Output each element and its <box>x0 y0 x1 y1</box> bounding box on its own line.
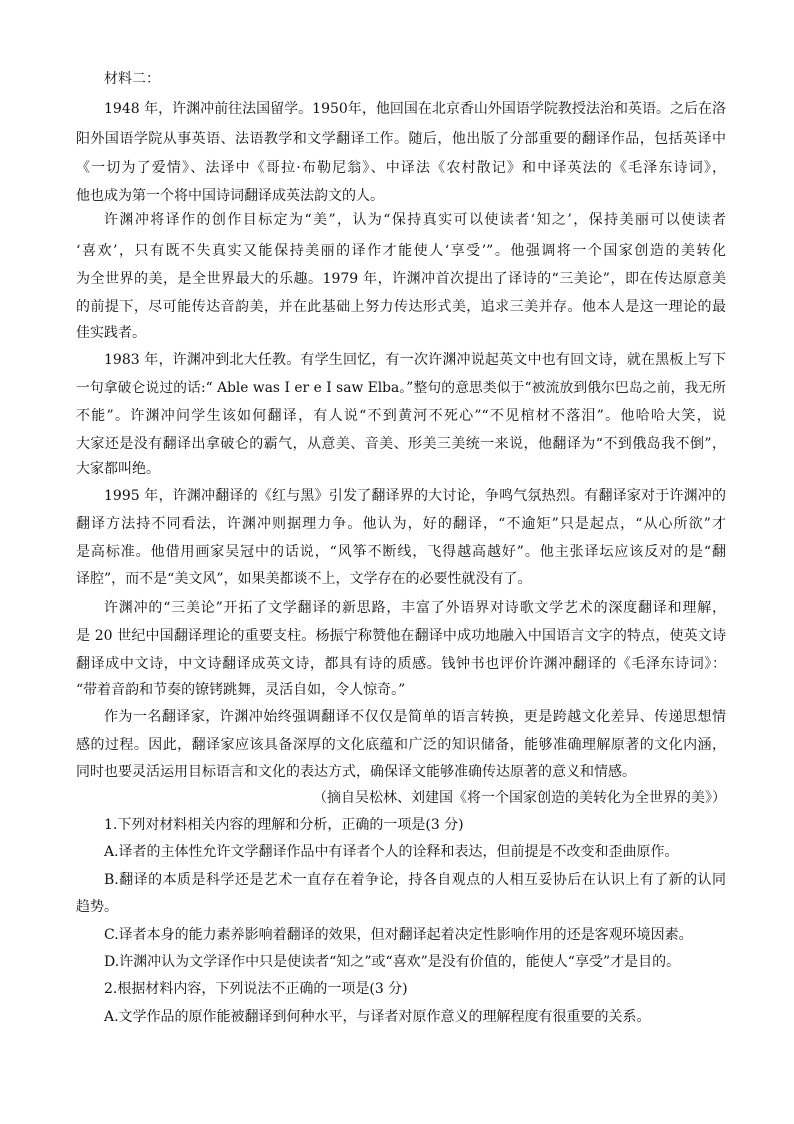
paragraph-line: 《一切为了爱情》、法译中《哥拉·布勒尼翁》、中译法《农村散记》和中译英法的《毛泽东诗词》， <box>76 160 726 176</box>
paragraph-line: 的前提下，尽可能传达音韵美，并在此基础上努力传达形式美，追求三美并存。他本人是这一理论的最 <box>76 299 726 315</box>
paragraph-line: “带着音韵和节奏的镣铐跳舞，灵活自如，令人惊奇。” <box>76 682 406 698</box>
paragraph-line: 1995 年，许渊冲翻译的《红与黑》引发了翻译界的大讨论，争鸣气氛热烈。有翻译家对于许渊冲的 <box>104 488 726 504</box>
material-heading: 材料二： <box>104 71 160 87</box>
source-citation: （摘自吴松林、刘建国《将一个国家创造的美转化为全世界的美》） <box>313 790 726 806</box>
paragraph-line: 大家都叫绝。 <box>76 461 160 477</box>
paragraph-line: 同时也要灵活运用目标语言和文化的表达方式，确保译文能够准确传达原著的意义和情感。 <box>76 764 636 780</box>
question-2-option-a: A.文学作品的原作能被翻译到何种水平，与译者对原作意义的理解程度有很重要的关系。 <box>104 1009 651 1025</box>
paragraph-line: 为全世界的美，是全世界最大的乐趣。1979 年，许渊冲首次提出了译诗的“三美论”，即在传达原意美 <box>76 271 726 287</box>
paragraph-line: 大家还是没有翻译出拿破仑的霸气，从意美、音美、形美三美统一来说，他翻译为“不到俄岛我不倒”， <box>76 436 726 452</box>
paragraph-line: 翻译成中文诗，中文诗翻译成英文诗，都具有诗的质感。钱钟书也评价许渊冲翻译的《毛泽东诗词》： <box>76 656 726 672</box>
question-1-stem: 1.下列对材料相关内容的理解和分析，正确的一项是(3 分) <box>104 817 464 833</box>
question-1-option-c: C.译者本身的能力素养影响着翻译的效果，但对翻译起着决定性影响作用的还是客观环境因素。 <box>104 927 693 943</box>
paragraph-line: 作为一名翻译家，许渊冲始终强调翻译不仅仅是简单的语言转换，更是跨越文化差异、传递思想情 <box>104 709 726 725</box>
paragraph-line: 许渊冲将译作的创作目标定为“美”，认为“保持真实可以使读者‘知之’，保持美丽可以使读者 <box>104 212 726 228</box>
question-2-stem: 2.根据材料内容，下列说法不正确的一项是(3 分) <box>104 981 408 997</box>
paragraph-line: 他也成为第一个将中国诗词翻译成英法韵文的人。 <box>76 188 384 204</box>
question-1-option-d: D.许渊冲认为文学译作中只是使读者“知之”或“喜欢”是没有价值的，能使人“享受”才是目的。 <box>104 954 681 970</box>
paragraph-line: ‘喜欢’，只有既不失真实又能保持美丽的译作才能使人‘享受’”。他强调将一个国家创造的美转化 <box>76 243 726 259</box>
paragraph-line: 是高标准。他借用画家吴冠中的话说，“风筝不断线，飞得越高越好”。他主张译坛应该反对的是“翻 <box>76 544 726 560</box>
paragraph-line: 许渊冲的“三美论”开拓了文学翻译的新思路，丰富了外语界对诗歌文学艺术的深度翻译和理解， <box>104 600 726 616</box>
question-1-option-b: B.翻译的本质是科学还是艺术一直存在着争论，持各自观点的人相互妥协后在认识上有了新的认同 <box>104 872 726 888</box>
paragraph-line: 佳实践者。 <box>76 325 146 341</box>
paragraph-line: 感的过程。因此，翻译家应该具备深厚的文化底蕴和广泛的知识储备，能够准确理解原著的文化内涵， <box>76 737 726 753</box>
paragraph-line: 是 20 世纪中国翻译理论的重要支柱。杨振宁称赞他在翻译中成功地融入中国语言文字的特点，使英文诗 <box>76 628 726 644</box>
paragraph-line: 翻译方法持不同看法，许渊冲则据理力争。他认为，好的翻译，“不逾矩”只是起点，“从心所欲”才 <box>76 516 726 532</box>
paragraph-line: 不能”。许渊冲问学生该如何翻译，有人说“不到黄河不死心”“不见棺材不落泪”。他哈哈大笑，说 <box>76 408 726 424</box>
paragraph-line: 阳外国语学院从事英语、法语教学和文学翻译工作。随后，他出版了分部重要的翻译作品，包括英译中 <box>76 131 726 147</box>
question-1-option-a: A.译者的主体性允许文学翻译作品中有译者个人的诠释和表达，但前提是不改变和歪曲原作。 <box>104 844 679 860</box>
paragraph-line: 译腔”，而不是“美文风”，如果美都谈不上，文学存在的必要性就没有了。 <box>76 571 532 587</box>
paragraph-line: 1948 年，许渊冲前往法国留学。1950年，他回国在北京香山外国语学院教授法治和英语。之后在洛 <box>104 101 726 117</box>
paragraph-line: 1983 年，许渊冲到北大任教。有学生回忆，有一次许渊冲说起英文中也有回文诗，就在黑板上写下 <box>104 352 726 368</box>
paragraph-line: 一句拿破仑说过的话:“ Able was I er e I saw Elba。”整句的意思类似于“被流放到俄尔巴岛之前，我无所 <box>76 380 726 396</box>
question-1-option-b-continued: 趋势。 <box>76 899 118 915</box>
